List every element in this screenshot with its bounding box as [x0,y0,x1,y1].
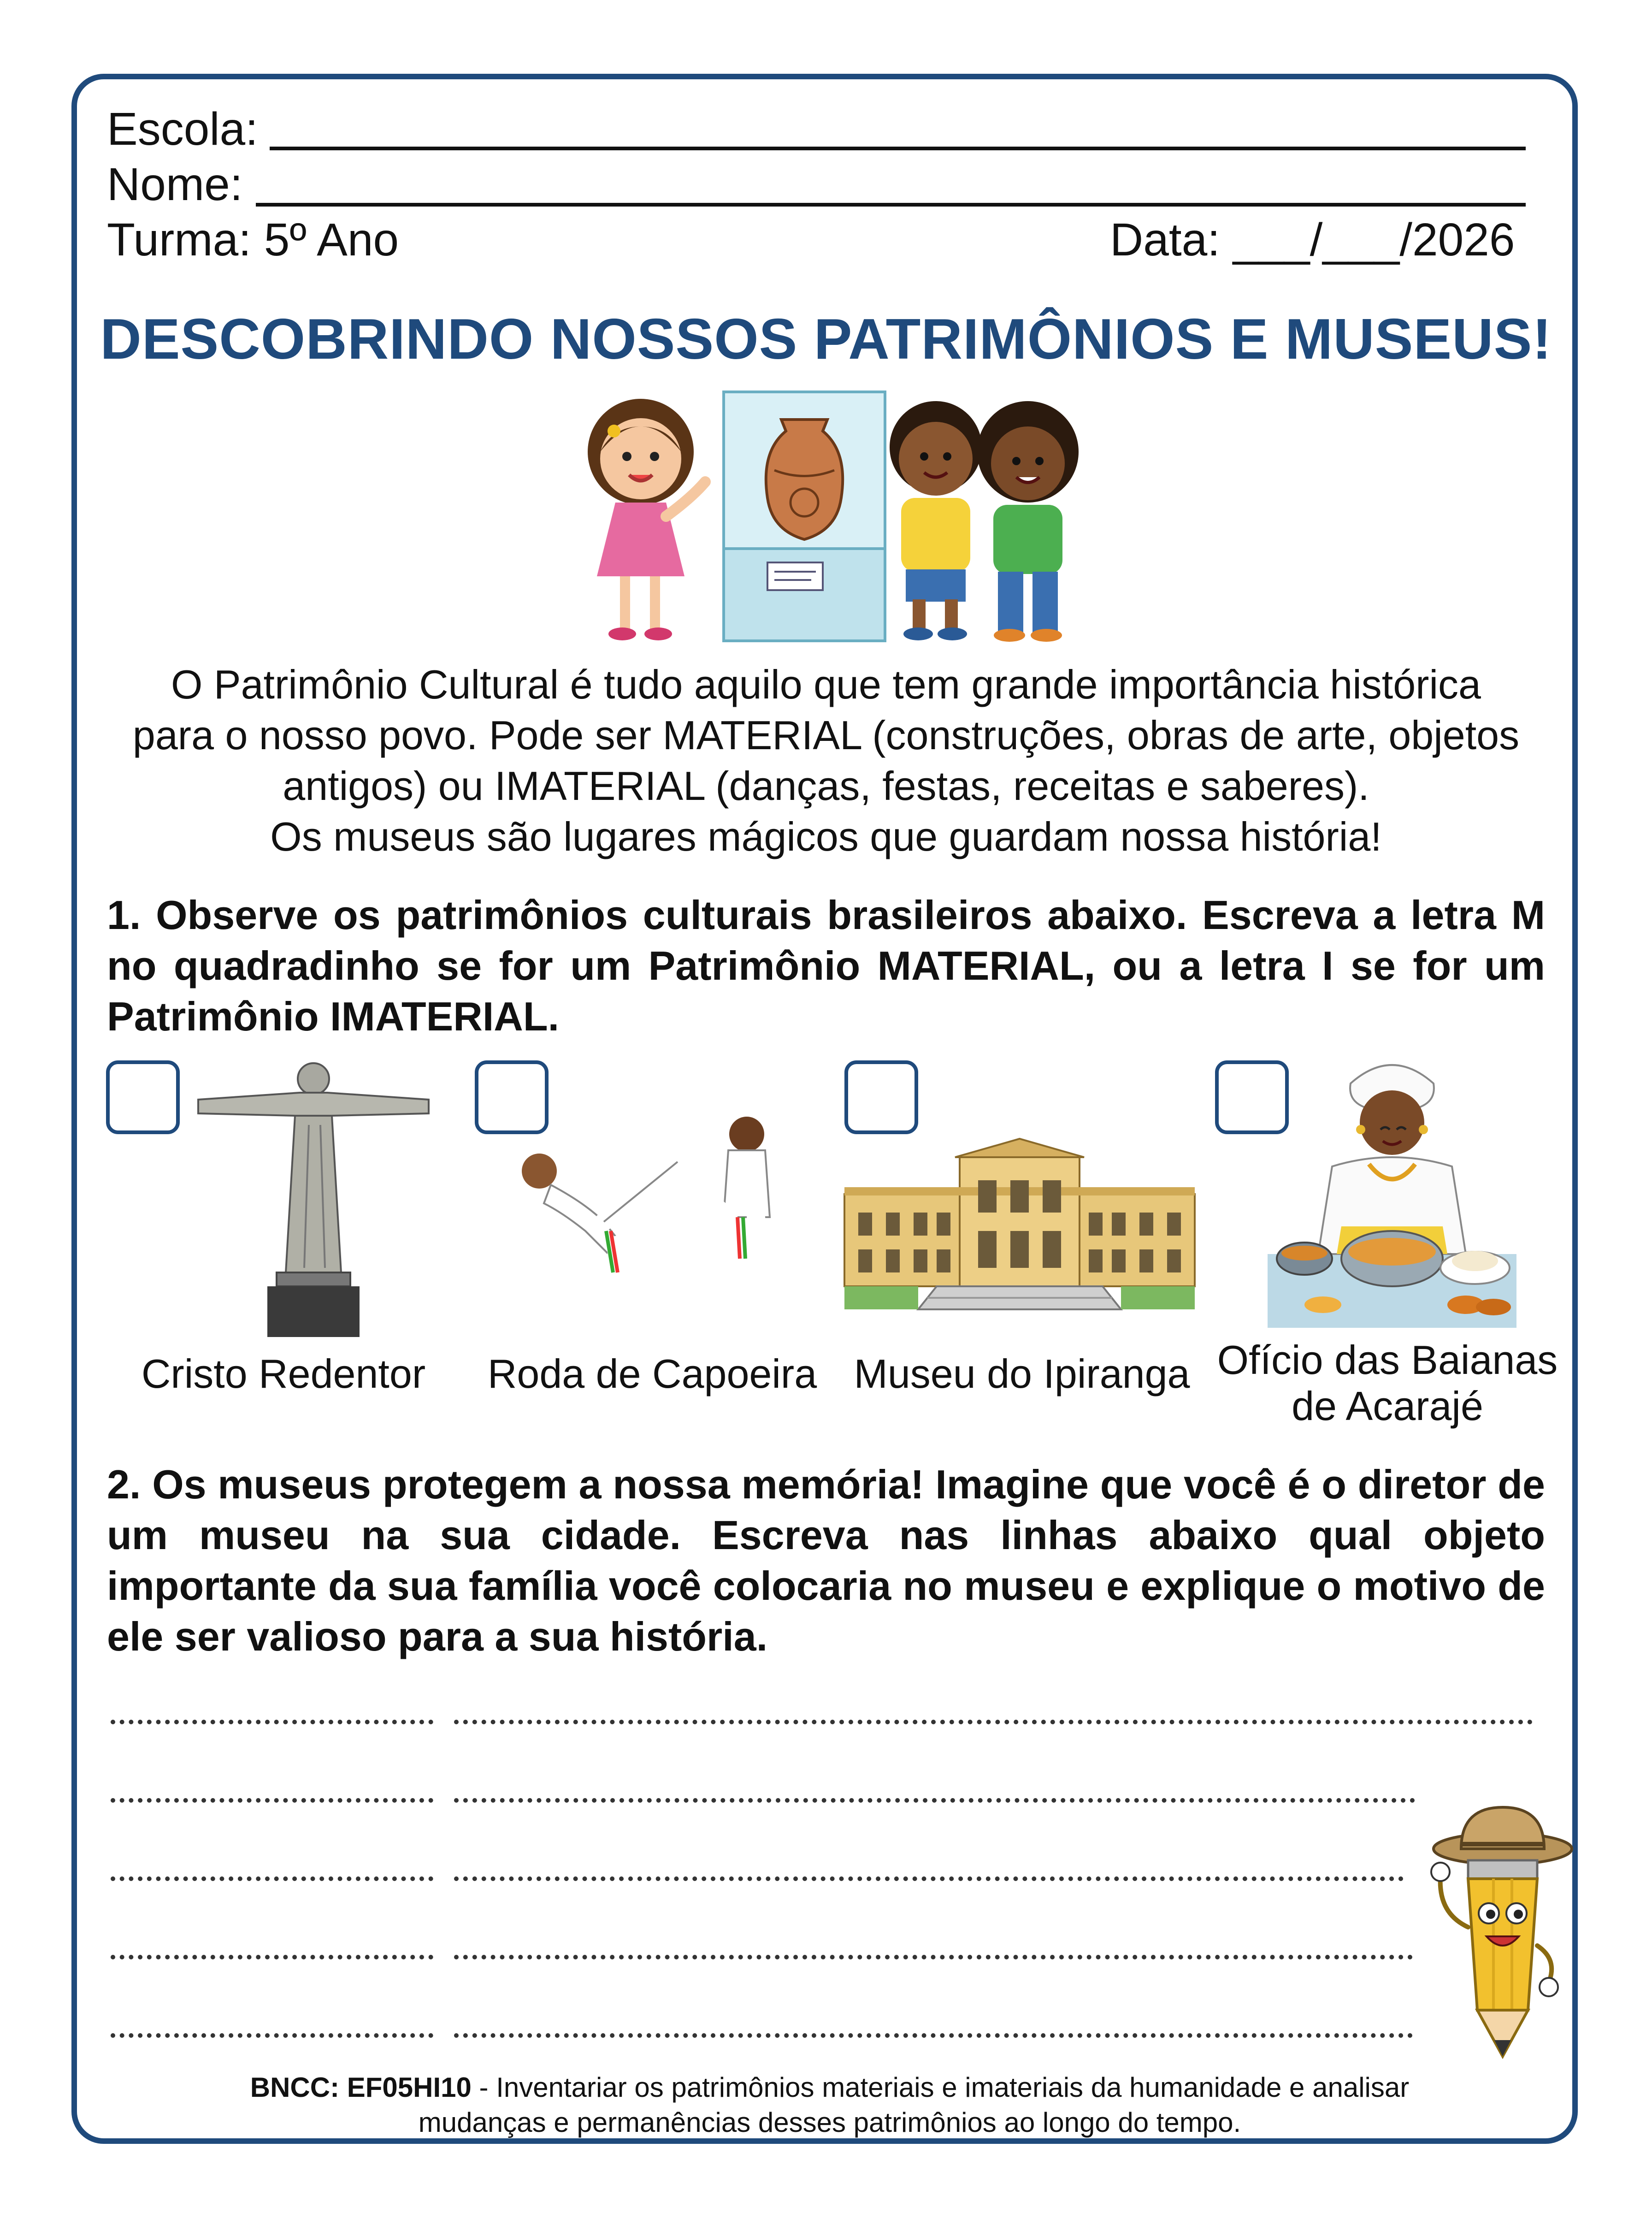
answer-line-5a[interactable] [111,2033,433,2038]
intro-line-1: O Patrimônio Cultural é tudo aquilo que tem grande importância histórica [171,662,1481,707]
bncc-text-line-2: mudanças e permanências desses patrimônios ao longo do tempo. [418,2107,1241,2138]
page-title: DESCOBRINDO NOSSOS PATRIMÔNIOS E MUSEUS! [100,308,1552,371]
answer-line-3a[interactable] [111,1876,433,1881]
answer-line-3b[interactable] [454,1876,1404,1881]
answer-line-2b[interactable] [454,1798,1415,1803]
answer-line-5b[interactable] [454,2033,1413,2038]
capoeirista-right [678,1117,770,1328]
question-1-text: 1. Observe os patrimônios culturais brasileiros abaixo. Escreva a letra M no quadradinho se for um Patrimônio MATERIAL, ou a letra I se for um Patrimônio IMATERIAL. [107,892,1545,1039]
answer-line-1b[interactable] [454,1720,1533,1724]
bncc-code: BNCC: EF05HI10 [250,2072,472,2103]
pencil-explorer-icon [1420,1807,1576,2065]
question-2-text: 2. Os museus protegem a nossa memória! Imagine que você é o diretor de um museu na sua cidade. Escreva nas linhas abaixo qual objeto importante da sua família você colocaria no museu e explique o motivo de ele ser valioso para a sua história. [107,1462,1545,1659]
date-label: Data: ___/___/2026 [1110,214,1515,266]
museum-kids-illustration [572,383,1092,650]
caption-cristo-redentor: Cristo Redentor [141,1351,426,1396]
checkbox-museu-do-ipiranga[interactable] [844,1060,918,1134]
boy-yellow-shirt-icon [890,401,982,640]
caption-baianas-line-1: Ofício das Baianas [1217,1337,1558,1383]
name-label: Nome: [107,159,243,210]
baiana-acaraje-icon [1263,1056,1521,1332]
intro-line-2: para o nosso povo. Pode ser MATERIAL (construções, obras de arte, objetos [132,712,1520,758]
intro-line-3: antigos) ou IMATERIAL (danças, festas, receitas e saberes). [283,763,1369,809]
name-line[interactable] [256,203,1526,207]
school-line[interactable] [270,147,1526,150]
answer-line-4a[interactable] [111,1955,433,1959]
school-label: Escola: [107,103,258,155]
answer-line-4b[interactable] [454,1955,1413,1959]
caption-museu-do-ipiranga: Museu do Ipiranga [854,1351,1190,1396]
intro-paragraph [111,659,1541,862]
class-label: Turma: 5º Ano [107,214,399,266]
capoeirista-left [522,1154,678,1328]
caption-roda-de-capoeira: Roda de Capoeira [487,1351,817,1396]
caption-baianas-line-2: de Acarajé [1292,1383,1483,1429]
intro-line-4: Os museus são lugares mágicos que guardam nossa história! [270,814,1382,859]
bncc-text-line-1: - Inventariar os patrimônios materiais e imateriais da humanidade e analisar [471,2072,1410,2103]
museu-ipiranga-icon [844,1139,1195,1314]
capoeira-icon [507,1106,793,1346]
checkbox-cristo-redentor[interactable] [106,1060,180,1134]
display-case-icon [724,392,885,641]
answer-line-1a[interactable] [111,1720,433,1724]
bncc-footer [138,2070,1521,2140]
cristo-redentor-icon [194,1056,433,1342]
caption-baianas-acaraje [1212,1337,1563,1429]
answer-line-2a[interactable] [111,1798,433,1803]
boy-green-shirt-icon [977,401,1079,642]
girl-icon [588,399,705,640]
